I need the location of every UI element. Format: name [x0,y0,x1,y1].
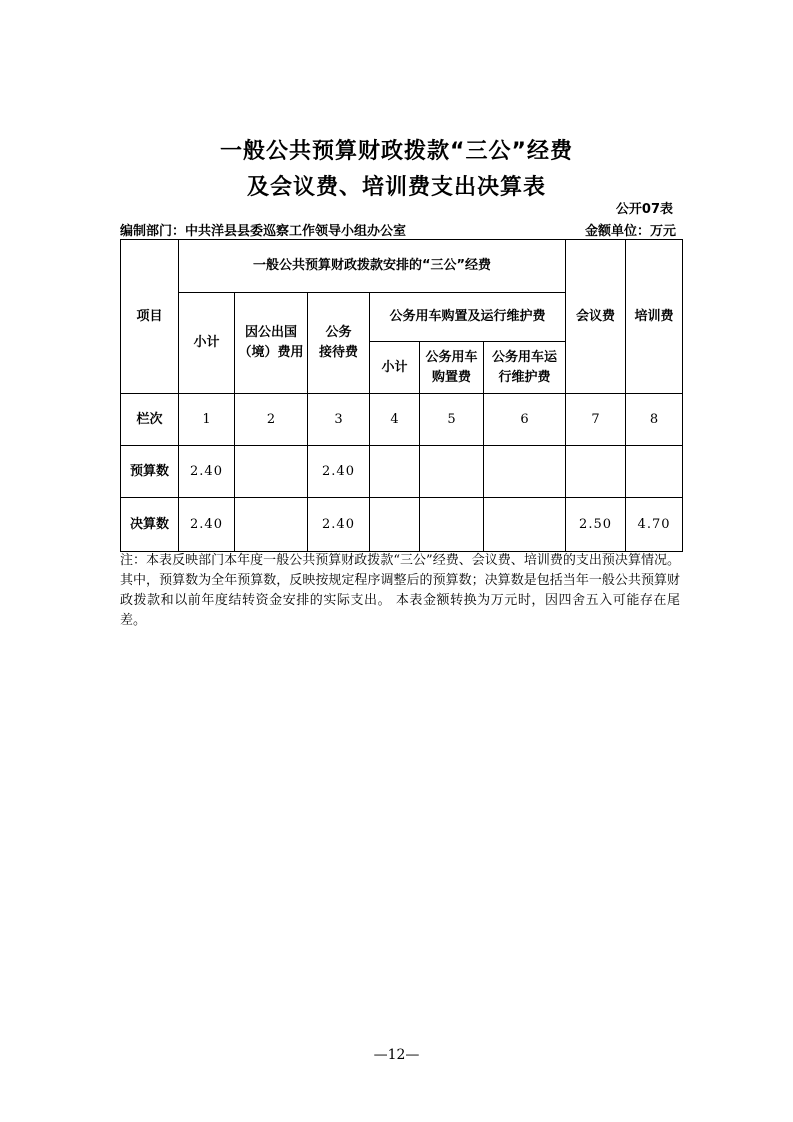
header-item: 项目 [121,240,179,394]
header-reception-line2: 接待费 [318,345,358,360]
index-cell: 4 [370,394,420,446]
header-vehicle-purchase-line2: 购置费 [431,369,471,385]
value-cell [420,446,484,498]
value-cell: 2.40 [179,498,235,552]
value-cell [370,498,420,552]
value-cell [235,498,308,552]
meta-line [120,220,676,238]
amount-unit: 金额单位：万元 [584,224,676,239]
report-title-line1: 一般公共预算财政拨款“三公”经费 [220,139,573,164]
index-cell: 3 [308,394,370,446]
value-cell: 4.70 [626,498,683,552]
value-cell [235,446,308,498]
compiling-department: 编制部门：中共洋县县委巡察工作领导小组办公室 [120,224,407,239]
header-abroad-line1: 因公出国 [244,325,297,340]
header-meeting: 会议费 [566,240,626,394]
index-cell: 8 [626,394,683,446]
expenditure-table [120,239,683,552]
header-reception [308,293,370,394]
value-cell: 2.50 [566,498,626,552]
index-cell: 5 [420,394,484,446]
header-vehicle-group: 公务用车购置及运行维护费 [370,293,566,342]
value-cell [420,498,484,552]
index-cell: 6 [484,394,566,446]
table-row-index [121,394,683,446]
value-cell [484,498,566,552]
table-note: 注：本表反映部门本年度一般公共预算财政拨款“三公”经费、会议费、培训费的支出预决算情况。其中，预算数为全年预算数，反映按规定程序调整后的预算数；决算数是包括当年一般公共预算财政拨款和以前年度结转资金安排的实际支出。 本表金额转换为万元时，因四舍五入可能存在尾差。 [120,553,680,628]
header-abroad [235,293,308,394]
header-vehicle-purchase-line1: 公务用车 [425,349,478,365]
header-training: 培训费 [626,240,683,394]
header-abroad-line2: （境）费用 [238,345,304,360]
header-reception-line1: 公务 [325,325,352,340]
index-cell: 1 [179,394,235,446]
row-label: 栏次 [121,394,179,446]
row-label: 决算数 [121,498,179,552]
form-number: 公开07表 [615,202,673,217]
page-number: —12— [373,1047,420,1063]
value-cell: 2.40 [179,446,235,498]
header-subtotal: 小计 [179,293,235,394]
header-vehicle-operation-line1: 公务用车运 [492,349,558,365]
header-vehicle-subtotal: 小计 [370,342,420,394]
index-cell: 7 [566,394,626,446]
header-vehicle-operation [484,342,566,394]
table-row-final [121,498,683,552]
header-three-public-group: 一般公共预算财政拨款安排的“三公”经费 [179,240,566,293]
report-title-line2: 及会议费、培训费支出决算表 [246,175,546,200]
table-row-budget [121,446,683,498]
value-cell [626,446,683,498]
index-cell: 2 [235,394,308,446]
header-vehicle-operation-line2: 行维护费 [498,369,551,385]
value-cell [484,446,566,498]
value-cell: 2.40 [308,498,370,552]
value-cell: 2.40 [308,446,370,498]
row-label: 预算数 [121,446,179,498]
value-cell [566,446,626,498]
header-vehicle-purchase [420,342,484,394]
value-cell [370,446,420,498]
